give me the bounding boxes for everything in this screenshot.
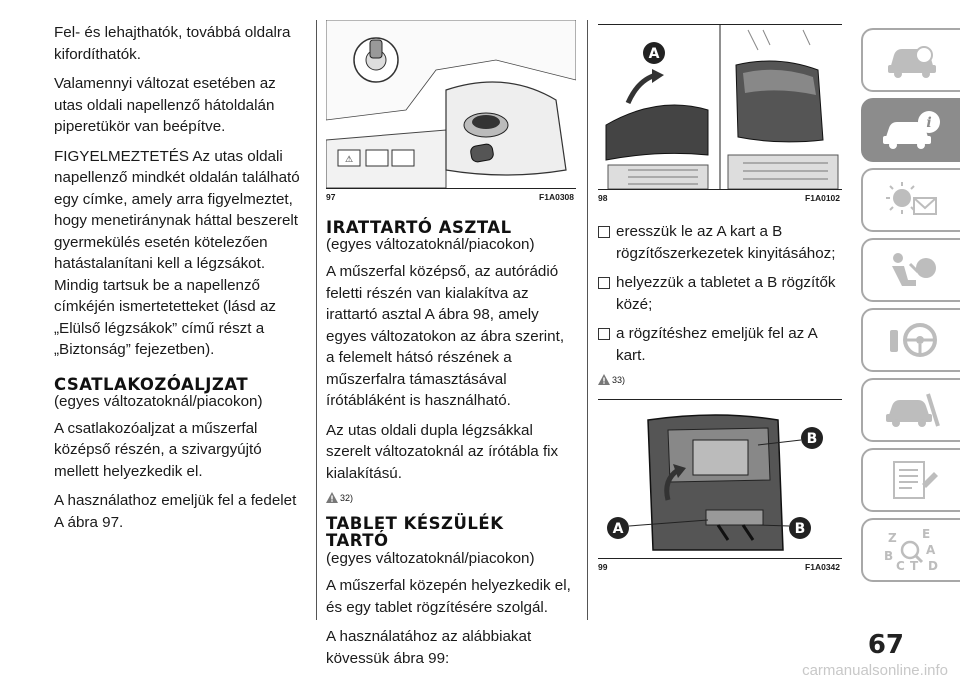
section-heading: TABLET KÉSZÜLÉK TARTÓ (326, 514, 504, 550)
checkbox-bullet-icon (598, 328, 610, 340)
tablet-holder-illustration (598, 400, 842, 558)
tab-car-info[interactable] (861, 98, 960, 162)
warning-reference (326, 492, 576, 503)
car-dashboard-icon (884, 41, 940, 79)
figure-98 (598, 24, 842, 190)
figure-label-a: A (612, 521, 624, 537)
tab-index[interactable] (861, 518, 960, 582)
index-letter: E (921, 528, 930, 541)
section-subheading: (egyes változatoknál/piacokon) (326, 550, 535, 567)
list-item (598, 272, 842, 315)
list-item-text: a rögzítéshez emeljük fel az A kart. (616, 325, 817, 364)
warning-ref-number: 32) (340, 493, 354, 503)
list-item-text: eresszük le az A kart a B rögzítőszerkezetek kinyitásához; (616, 223, 836, 262)
checkbox-bullet-icon (598, 226, 610, 238)
figure-number: 99 (598, 562, 608, 572)
section-heading: IRATTARTÓ ASZTAL (326, 218, 512, 237)
figure-number: 98 (598, 193, 608, 203)
warning-lights-icon (884, 180, 940, 220)
maintenance-list-icon (884, 460, 940, 500)
watermark: carmanualsonline.info (802, 662, 948, 679)
warning-triangle-icon (326, 492, 338, 503)
svg-text:⚠: ⚠ (344, 155, 354, 165)
figure-code: F1A0342 (805, 562, 840, 572)
figure-label-b: B (806, 431, 818, 447)
paragraph: Fel- és lehajthatók, továbbá oldalra kifordíthatók. (54, 24, 291, 63)
index-letter: D (927, 559, 938, 572)
warning-triangle-icon (598, 374, 610, 385)
column-divider (587, 20, 588, 620)
tab-maintenance[interactable] (861, 448, 960, 512)
index-letter: T (909, 559, 918, 572)
bullet-list (598, 221, 842, 366)
left-column (54, 0, 306, 541)
figure-code: F1A0102 (805, 193, 840, 203)
figure-caption (598, 190, 842, 207)
car-info-icon (881, 110, 943, 150)
section-subheading: (egyes változatoknál/piacokon) (54, 392, 263, 410)
right-column (598, 0, 842, 576)
checkbox-bullet-icon (598, 277, 610, 289)
warning-paragraph: FIGYELMEZTETÉS Az utas oldali napellenző mindkét oldalán található egy címke, amely arra figyelmeztet, hogy menetiránynak háttal beszerelt gyermekülés esetén kötelezően hatástalanítani kell a légzsákot. Mindig tartsuk be a napellenző címkéjén ismertetetteket (lásd az „Elülső légzsákok” című részt a „Biztonság” fejezetben). (54, 147, 300, 358)
tab-warning-lights[interactable] (861, 168, 960, 232)
page-number: 67 (867, 630, 904, 660)
paragraph: A használatához az alábbiakat kövessük ábra 99: (326, 628, 532, 667)
paragraph: Valamennyi változat esetében az utas oldali napellenző hátoldalán piperetükör van beépítve. (54, 75, 276, 135)
figure-label-b: B (794, 521, 806, 537)
index-letter: Z (887, 531, 897, 545)
section-subheading: (egyes változatoknál/piacokon) (326, 236, 535, 253)
tab-driving[interactable] (861, 308, 960, 372)
figure-code: F1A0308 (539, 192, 574, 202)
svg-text:i: i (925, 115, 932, 131)
index-letter: A (925, 543, 935, 557)
figure-caption (598, 559, 842, 576)
warning-reference (598, 374, 842, 385)
column-divider (316, 20, 317, 620)
figure-number: 97 (326, 192, 336, 202)
middle-column (326, 0, 576, 677)
car-wrench-icon (884, 390, 940, 430)
index-letter: C (895, 559, 905, 572)
paragraph: A műszerfal közepén helyezkedik el, és egy tablet rögzítésére szolgál. (326, 577, 571, 616)
index-letters-icon (882, 528, 942, 572)
airbag-seat-icon (884, 250, 940, 290)
index-letter: B (883, 549, 893, 563)
tab-safety[interactable] (861, 238, 960, 302)
steering-wheel-icon (884, 320, 940, 360)
figure-caption (326, 189, 576, 206)
figure-label-a: A (648, 46, 660, 62)
socket-illustration (326, 20, 576, 188)
section-heading: CSATLAKOZÓALJZAT (54, 374, 249, 394)
tab-emergency[interactable] (861, 378, 960, 442)
paragraph: A használathoz emeljük fel a fedelet A ábra 97. (54, 492, 297, 531)
figure-99 (598, 399, 842, 559)
paragraph: Az utas oldali dupla légzsákkal szerelt változatoknál az írótábla fix kialakítású. (326, 421, 559, 482)
paragraph: A műszerfal középső, az autórádió feletti részén van kialakítva az irattartó asztal A ábra 98, amely egyes változatokon az ábra szerint, a felemelt hátsó részének a műszerfalra támasztásával írótábláként is használható. (326, 263, 565, 409)
warning-ref-number: 33) (612, 375, 626, 385)
list-item-text: helyezzük a tabletet a B rögzítők közé; (616, 274, 836, 313)
list-item (598, 221, 842, 264)
tab-dashboard[interactable] (861, 28, 960, 92)
list-item (598, 323, 842, 366)
document-table-illustration (598, 25, 842, 189)
figure-97 (326, 20, 576, 189)
paragraph: A csatlakozóaljzat a műszerfal középső részén, a szivargyújtó mellett helyezkedik el. (54, 419, 262, 480)
